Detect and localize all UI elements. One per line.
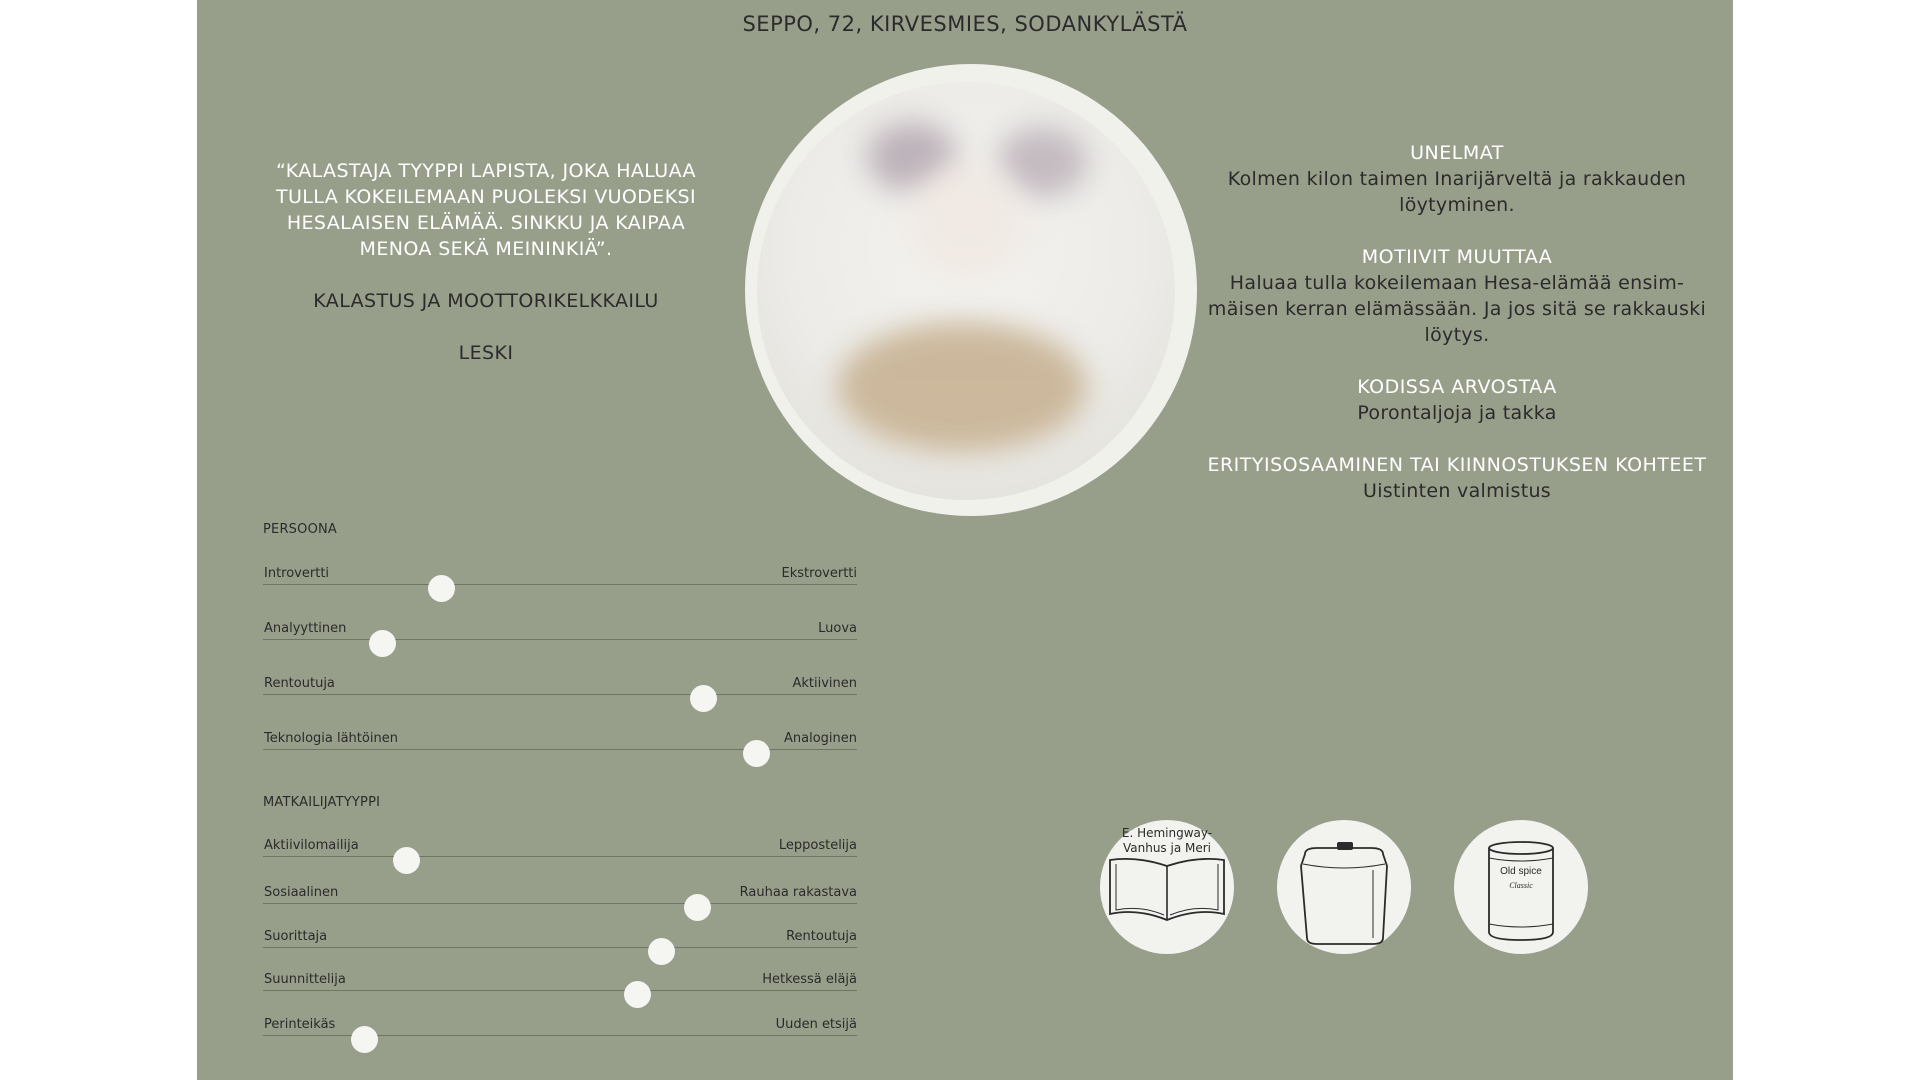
- aftershave-brand: Old spice: [1500, 866, 1542, 877]
- slider-knob[interactable]: [684, 894, 711, 921]
- slider-track: [263, 903, 857, 904]
- slider-knob[interactable]: [690, 685, 717, 712]
- detail-text: Haluaa tulla kokeilemaan Hesa-elämää ensim-mäisen kerran elämässään. Ja jos sitä se rakkauski löytys.: [1207, 272, 1707, 346]
- persona-details: [1207, 140, 1707, 530]
- slider-left-label: Suunnittelija: [264, 972, 346, 987]
- persona-status: LESKI: [458, 342, 514, 364]
- travel-type-label: MATKAILIJATYYPPI: [263, 795, 381, 810]
- slider-right-label: Uuden etsijä: [775, 1017, 857, 1032]
- slider-knob[interactable]: [351, 1026, 378, 1053]
- slider-left-label: Analyyttinen: [264, 621, 347, 636]
- flask-icon: [1277, 820, 1411, 954]
- slider-knob[interactable]: [428, 575, 455, 602]
- slider-right-label: Rentoutuja: [786, 929, 857, 944]
- slider-left-label: Teknologia lähtöinen: [264, 731, 398, 746]
- slider-knob[interactable]: [743, 740, 770, 767]
- slider-right-label: Leppostelija: [778, 838, 857, 853]
- slider-social-peace: [263, 885, 857, 915]
- slider-left-label: Rentoutuja: [264, 676, 335, 691]
- detail-section-home: [1207, 374, 1707, 426]
- persona-label: PERSOONA: [263, 522, 338, 537]
- slider-left-label: Aktiivilomailija: [264, 838, 359, 853]
- detail-section-expertise: [1207, 452, 1707, 504]
- slider-planner-spontaneous: [263, 972, 857, 1002]
- slider-knob[interactable]: [648, 938, 675, 965]
- slider-track: [263, 694, 857, 695]
- persona-card: [197, 0, 1733, 1080]
- slider-left-label: Sosiaalinen: [264, 885, 339, 900]
- aftershave-variant: Classic: [1509, 881, 1533, 890]
- slider-achiever-relaxer: [263, 929, 857, 959]
- slider-knob[interactable]: [624, 981, 651, 1008]
- portrait-frame: [745, 64, 1197, 516]
- slider-right-label: Hetkessä eläjä: [762, 972, 857, 987]
- slider-right-label: Luova: [818, 621, 857, 636]
- persona-quote: “KALASTAJA TYYPPI LAPISTA, JOKA HALUAA TULLA KOKEILEMAAN PUOLEKSI VUODEKSI HESALAISEN ELÄMÄÄ. SINKKU JA KAIPAA MENOA SEKÄ MEININKIÄ”.: [275, 160, 697, 260]
- slider-right-label: Ekstrovertti: [781, 566, 857, 581]
- page-title: SEPPO, 72, KIRVESMIES, SODANKYLÄSTÄ: [742, 12, 1188, 36]
- blurred-portrait: [757, 82, 1175, 500]
- detail-text: Kolmen kilon taimen Inarijärveltä ja rakkauden löytyminen.: [1227, 168, 1687, 216]
- favorite-items: [1100, 820, 1600, 960]
- slider-right-label: Analoginen: [783, 731, 857, 746]
- slider-track: [263, 584, 857, 585]
- persona-hobby: KALASTUS JA MOOTTORIKELKKAILU: [313, 290, 659, 312]
- slider-left-label: Perinteikäs: [264, 1017, 336, 1032]
- slider-relaxer-active: [263, 676, 857, 706]
- detail-text: Porontaljoja ja takka: [1357, 402, 1557, 424]
- detail-section-dreams: [1207, 140, 1707, 218]
- item-flask: [1277, 820, 1411, 954]
- item-aftershave: [1454, 820, 1588, 954]
- slider-right-label: Aktiivinen: [792, 676, 857, 691]
- detail-heading: KODISSA ARVOSTAA: [1357, 376, 1557, 398]
- book-icon: [1100, 820, 1234, 954]
- slider-right-label: Rauhaa rakastava: [739, 885, 857, 900]
- slider-track: [263, 990, 857, 991]
- slider-knob[interactable]: [369, 630, 396, 657]
- slider-track: [263, 856, 857, 857]
- slider-knob[interactable]: [393, 847, 420, 874]
- slider-left-label: Suorittaja: [264, 929, 328, 944]
- detail-heading: UNELMAT: [1410, 142, 1504, 164]
- aftershave-icon: [1454, 820, 1588, 954]
- slider-track: [263, 639, 857, 640]
- detail-heading: ERITYISOSAAMINEN TAI KIINNOSTUKSEN KOHTEET: [1207, 454, 1707, 476]
- detail-section-motives: [1207, 244, 1707, 348]
- persona-summary: [261, 158, 711, 366]
- book-caption: E. Hemingway- Vanhus ja Meri: [1121, 826, 1213, 855]
- item-book: [1100, 820, 1234, 954]
- slider-left-label: Introvertti: [264, 566, 330, 581]
- detail-heading: MOTIIVIT MUUTTAA: [1361, 246, 1553, 268]
- slider-traditional-novelty: [263, 1017, 857, 1047]
- slider-analytical-creative: [263, 621, 857, 651]
- slider-introvert-extrovert: [263, 566, 857, 596]
- slider-track: [263, 947, 857, 948]
- detail-text: Uistinten valmistus: [1362, 480, 1552, 502]
- slider-active-leisurely: [263, 838, 857, 868]
- slider-tech-analog: [263, 731, 857, 761]
